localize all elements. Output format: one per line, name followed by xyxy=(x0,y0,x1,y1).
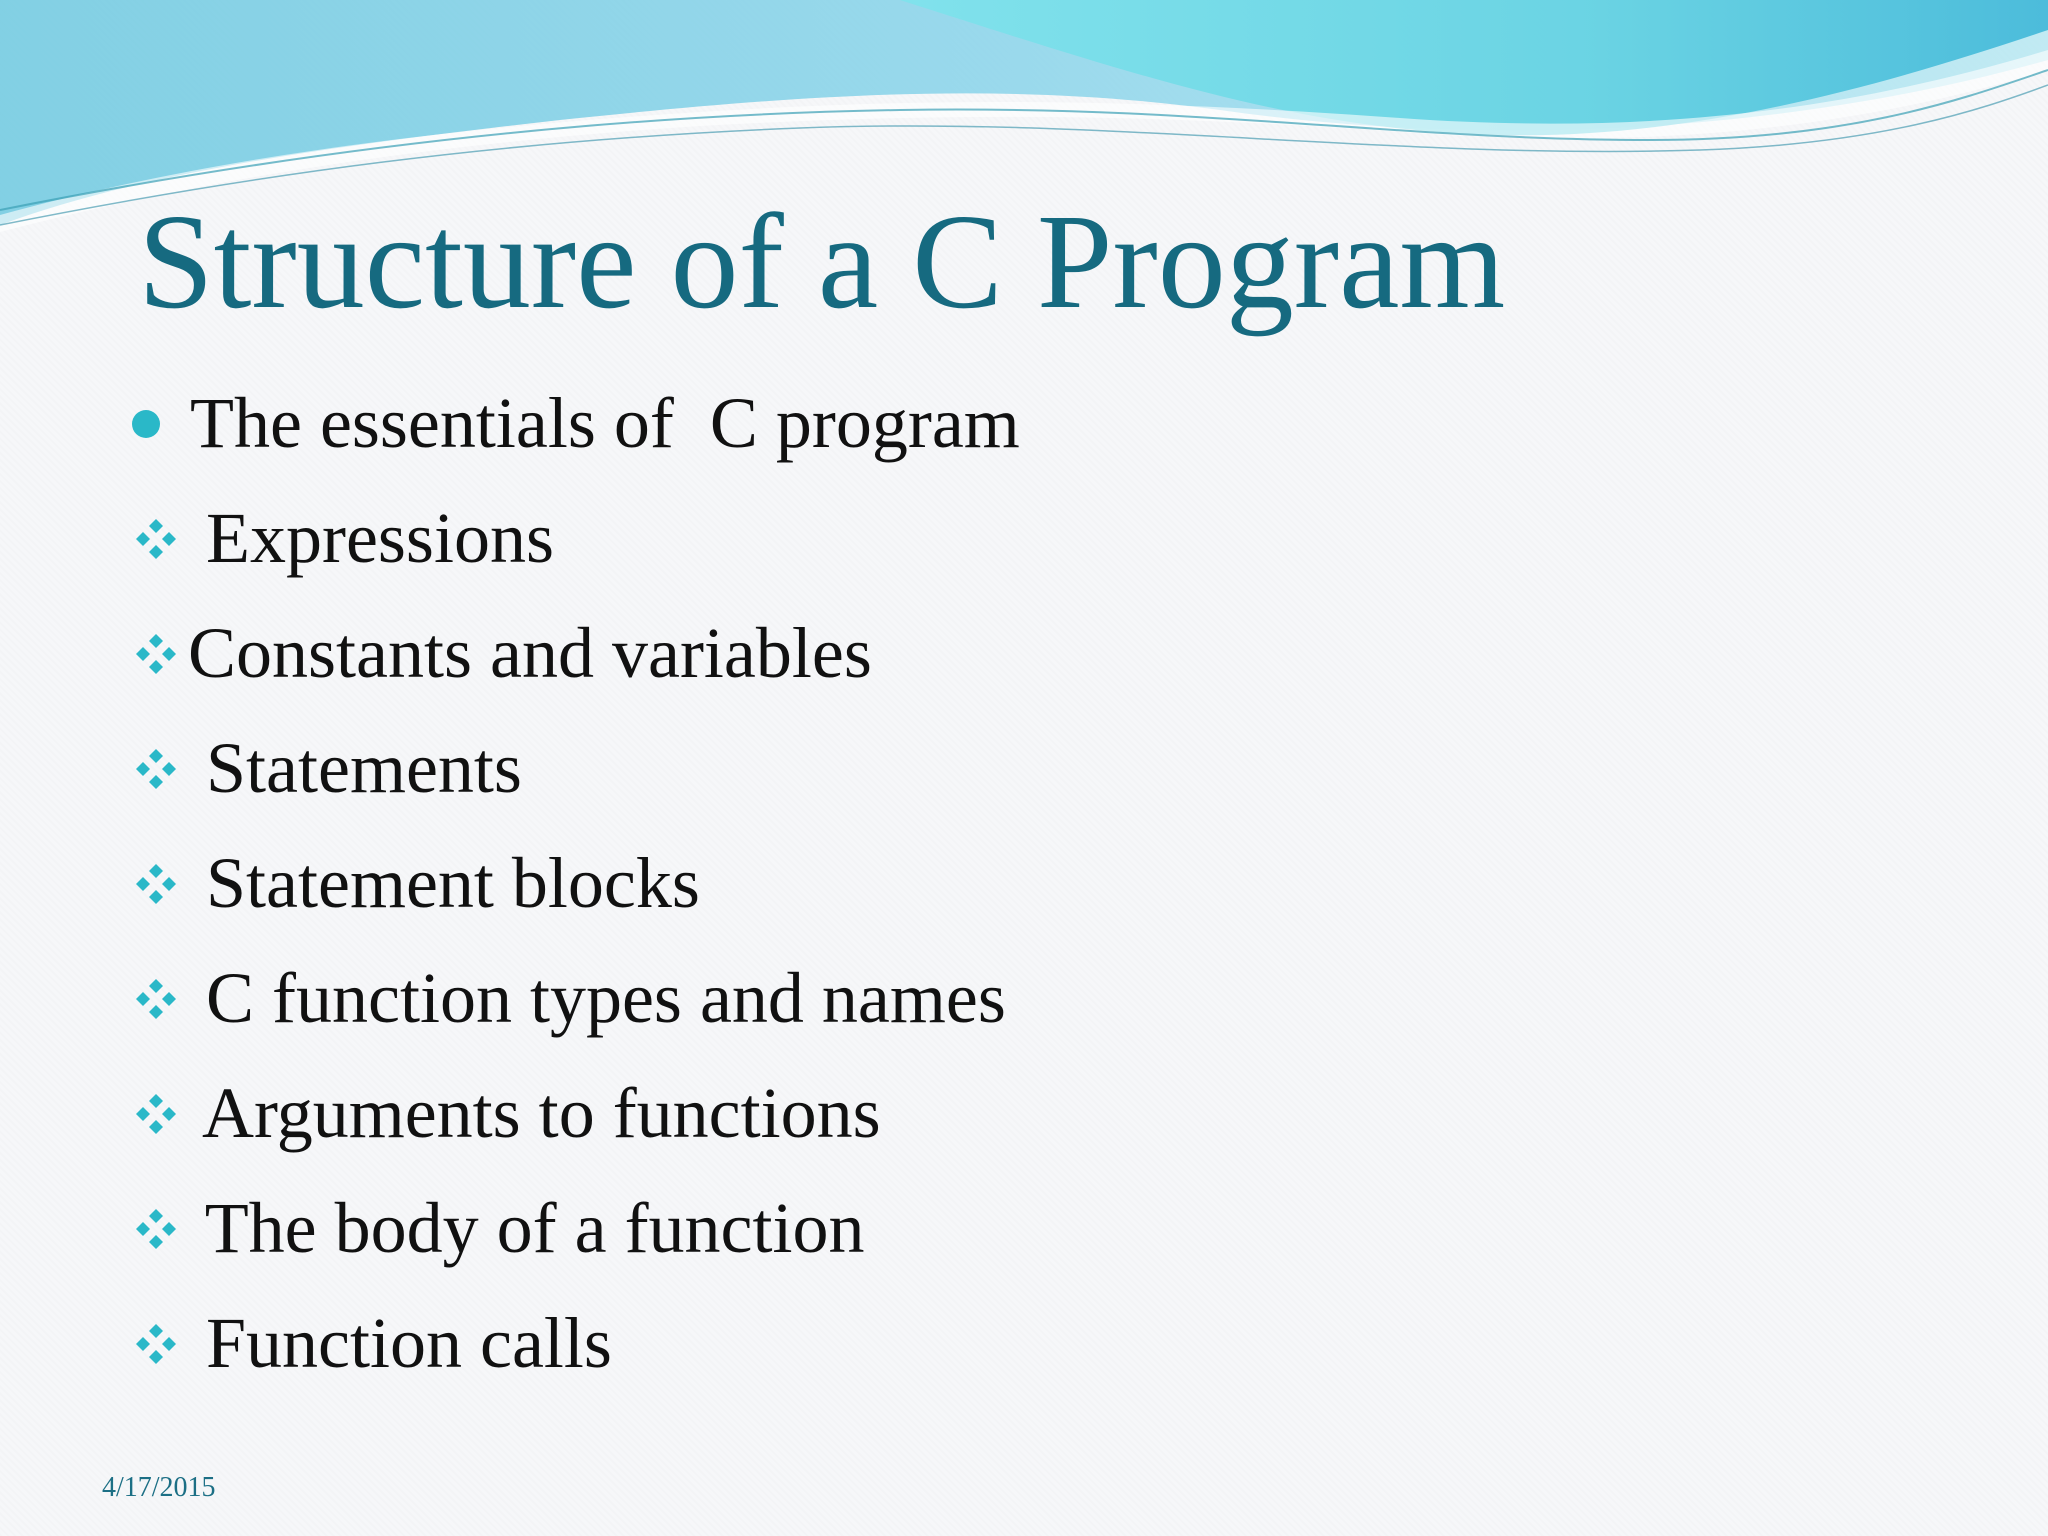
list-item xyxy=(128,1286,1728,1401)
four-diamond-icon xyxy=(128,626,184,682)
four-diamond-icon xyxy=(128,971,184,1027)
slide-date: 4/17/2015 xyxy=(102,1472,216,1503)
four-diamond-icon xyxy=(128,1086,184,1142)
list-item-text: Arguments to functions xyxy=(188,1073,881,1153)
four-diamond-icon xyxy=(128,1316,184,1372)
bullet-list xyxy=(128,366,1728,1401)
four-diamond-icon xyxy=(128,856,184,912)
list-item-text: Statement blocks xyxy=(188,843,700,923)
list-item xyxy=(128,366,1728,481)
list-item xyxy=(128,711,1728,826)
list-item xyxy=(128,1056,1728,1171)
filled-circle-icon xyxy=(132,410,160,438)
list-item xyxy=(128,826,1728,941)
list-item xyxy=(128,941,1728,1056)
list-item-text: Statements xyxy=(188,728,522,808)
list-item-text: The body of a function xyxy=(188,1188,865,1268)
list-item xyxy=(128,596,1728,711)
list-item-text: Function calls xyxy=(188,1303,612,1383)
list-item xyxy=(128,481,1728,596)
list-item-text: The essentials of C program xyxy=(190,383,1020,463)
four-diamond-icon xyxy=(128,1201,184,1257)
four-diamond-icon xyxy=(128,511,184,567)
four-diamond-icon xyxy=(128,741,184,797)
list-item xyxy=(128,1171,1728,1286)
list-item-text: Constants and variables xyxy=(188,613,872,693)
slide-title: Structure of a C Program xyxy=(138,187,1506,337)
list-item-text: Expressions xyxy=(188,498,554,578)
list-item-text: C function types and names xyxy=(188,958,1006,1038)
